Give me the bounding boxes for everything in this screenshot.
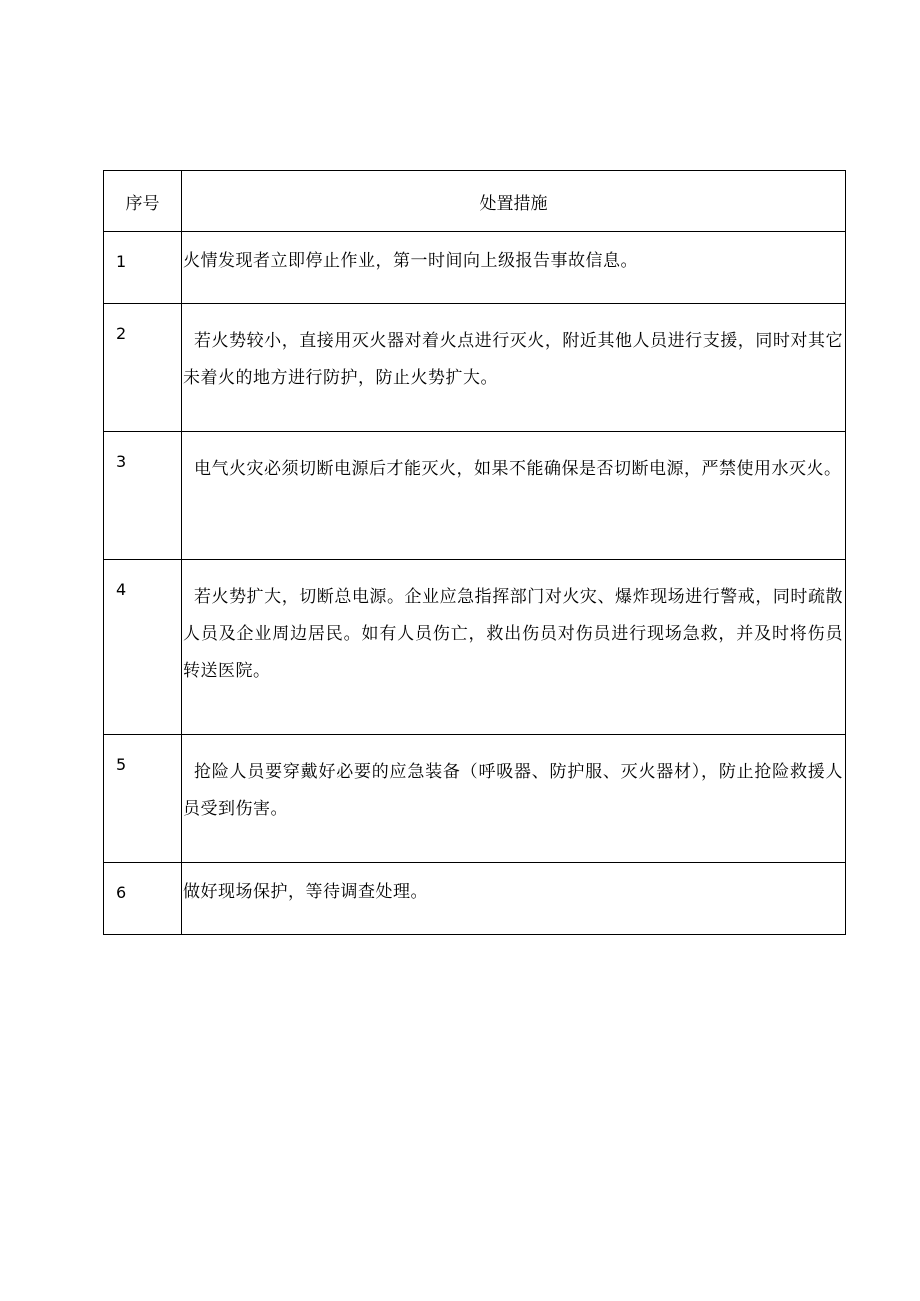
row-number: 6 <box>116 883 127 902</box>
row-number-cell <box>104 560 182 735</box>
table-row <box>104 560 846 735</box>
header-serial-number: 序号 <box>104 171 182 232</box>
row-number-cell <box>104 304 182 432</box>
measure-text-cell <box>182 432 846 560</box>
measure-text: 电气火灾必须切断电源后才能灭火，如果不能确保是否切断电源，严禁使用水灭火。 <box>194 459 842 479</box>
row-number: 5 <box>116 755 127 774</box>
table-row <box>104 432 846 560</box>
measure-text: 做好现场保护，等待调查处理。 <box>182 863 846 935</box>
measure-text: 抢险人员要穿戴好必要的应急装备（呼吸器、防护服、灭火器材），防止抢险救援人员受到伤害。 <box>183 762 843 819</box>
row-number-cell <box>104 432 182 560</box>
row-number-cell <box>104 232 182 304</box>
table-row <box>104 232 846 304</box>
row-number: 1 <box>116 252 127 271</box>
measure-text: 火情发现者立即停止作业，第一时间向上级报告事故信息。 <box>182 232 846 304</box>
row-number-cell <box>104 735 182 863</box>
header-disposal-measures: 处置措施 <box>182 171 846 232</box>
row-number: 4 <box>116 580 127 599</box>
emergency-measures-table <box>103 170 846 935</box>
row-number: 3 <box>116 452 127 471</box>
measure-text: 若火势较小，直接用灭火器对着火点进行灭火，附近其他人员进行支援，同时对其它未着火的地方进行防护，防止火势扩大。 <box>183 331 843 388</box>
row-number-cell <box>104 863 182 935</box>
table-row <box>104 735 846 863</box>
table-row <box>104 304 846 432</box>
measure-text-cell <box>182 735 846 863</box>
row-number: 2 <box>116 324 127 343</box>
table-header-row <box>104 171 846 232</box>
table-row <box>104 863 846 935</box>
measure-text-cell <box>182 560 846 735</box>
measure-text: 若火势扩大，切断总电源。企业应急指挥部门对火灾、爆炸现场进行警戒，同时疏散人员及企业周边居民。如有人员伤亡，救出伤员对伤员进行现场急救，并及时将伤员转送医院。 <box>183 587 843 681</box>
measure-text-cell <box>182 304 846 432</box>
